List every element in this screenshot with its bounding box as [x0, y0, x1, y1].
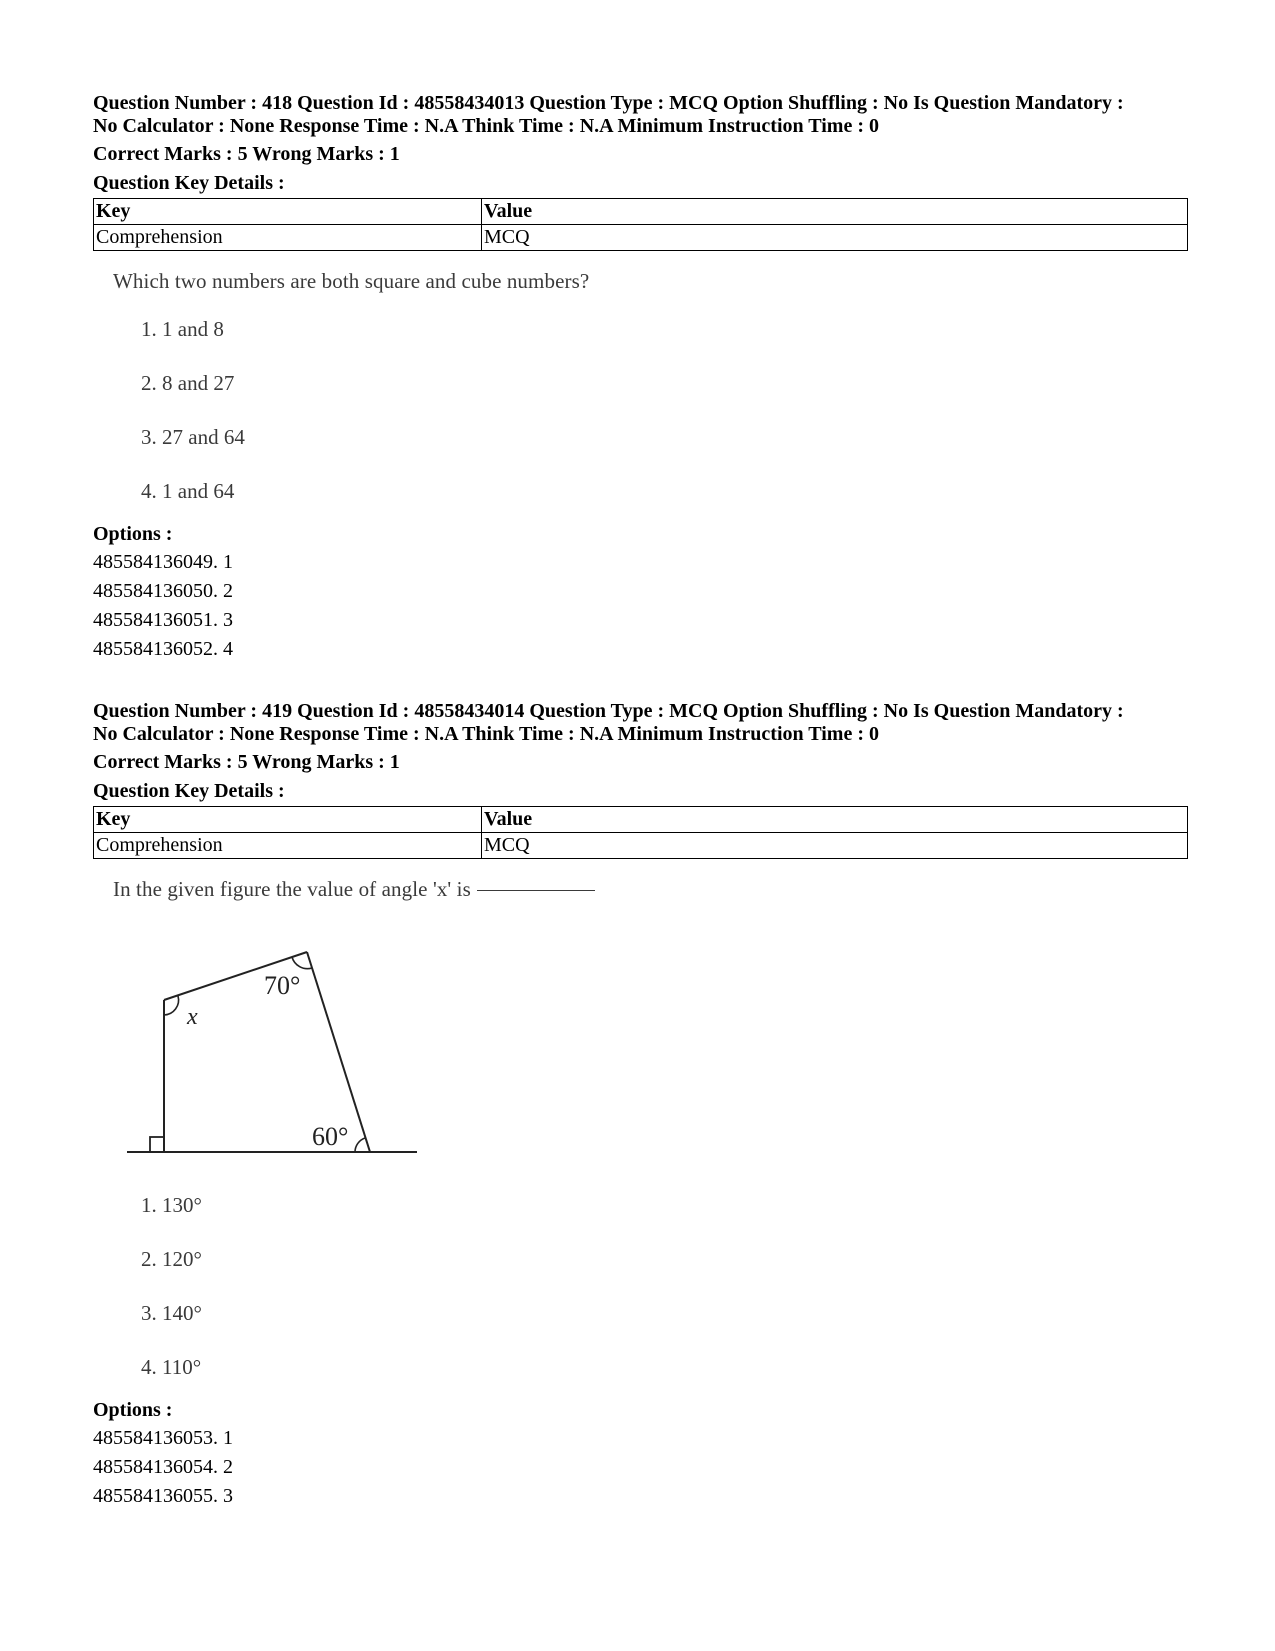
angle-figure: [127, 902, 427, 1172]
question-meta: [93, 92, 1183, 138]
question-text: [113, 877, 1183, 902]
angle-60-arc: [355, 1138, 365, 1152]
question-text: Which two numbers are both square and cube numbers?: [113, 269, 590, 293]
meta-line-2: No Calculator : None Response Time : N.A Think Time : N.A Minimum Instruction Time : 0: [93, 115, 879, 137]
choice-4: 4. 1 and 64: [141, 479, 235, 503]
table-cell-key: Comprehension: [94, 225, 482, 251]
angle-60-label: 60°: [312, 1122, 349, 1151]
marks-line: Correct Marks : 5 Wrong Marks : 1: [93, 751, 400, 773]
meta-line-2: No Calculator : None Response Time : N.A Think Time : N.A Minimum Instruction Time : 0: [93, 723, 879, 745]
question-block-419: [93, 700, 1183, 1511]
meta-line-1: Question Number : 418 Question Id : 48558434013 Question Type : MCQ Option Shuffling : No Is Question Mandatory :: [93, 92, 1124, 114]
choice-4: 4. 110°: [141, 1355, 202, 1379]
key-details-table: [93, 198, 1188, 251]
table-row: [94, 225, 1188, 251]
choice-1: 1. 1 and 8: [141, 317, 224, 341]
option-id-3: 485584136055. 3: [93, 1485, 233, 1507]
table-header-value: Value: [482, 807, 1188, 833]
question-meta: [93, 700, 1183, 746]
choice-3: 3. 140°: [141, 1301, 202, 1325]
option-id-1: 485584136049. 1: [93, 551, 233, 573]
choice-1: 1. 130°: [141, 1193, 202, 1217]
key-details-heading: Question Key Details :: [93, 172, 285, 194]
marks-line: Correct Marks : 5 Wrong Marks : 1: [93, 143, 400, 165]
table-header-key: Key: [94, 199, 482, 225]
options-heading: Options :: [93, 1399, 173, 1421]
table-row: [94, 833, 1188, 859]
key-details-table: [93, 806, 1188, 859]
option-id-2: 485584136054. 2: [93, 1456, 233, 1478]
angle-70-label: 70°: [264, 971, 301, 1000]
question-text-content: In the given figure the value of angle 'x' is: [113, 877, 471, 901]
option-id-1: 485584136053. 1: [93, 1427, 233, 1449]
option-id-3: 485584136051. 3: [93, 609, 233, 631]
right-angle-marker: [150, 1137, 164, 1152]
document-page: [93, 92, 1183, 1511]
meta-line-1: Question Number : 419 Question Id : 48558434014 Question Type : MCQ Option Shuffling : No Is Question Mandatory :: [93, 700, 1124, 722]
question-block-418: [93, 92, 1183, 664]
choice-3: 3. 27 and 64: [141, 425, 245, 449]
table-header-row: [94, 199, 1188, 225]
answer-blank: [477, 890, 595, 891]
table-cell-value: MCQ: [482, 225, 1188, 251]
table-header-key: Key: [94, 807, 482, 833]
option-id-2: 485584136050. 2: [93, 580, 233, 602]
table-header-value: Value: [482, 199, 1188, 225]
table-cell-key: Comprehension: [94, 833, 482, 859]
table-cell-value: MCQ: [482, 833, 1188, 859]
key-details-heading: Question Key Details :: [93, 780, 285, 802]
table-header-row: [94, 807, 1188, 833]
angle-x-label: x: [187, 1004, 198, 1030]
choice-2: 2. 120°: [141, 1247, 202, 1271]
option-id-4: 485584136052. 4: [93, 638, 233, 660]
options-heading: Options :: [93, 523, 173, 545]
choice-2: 2. 8 and 27: [141, 371, 235, 395]
